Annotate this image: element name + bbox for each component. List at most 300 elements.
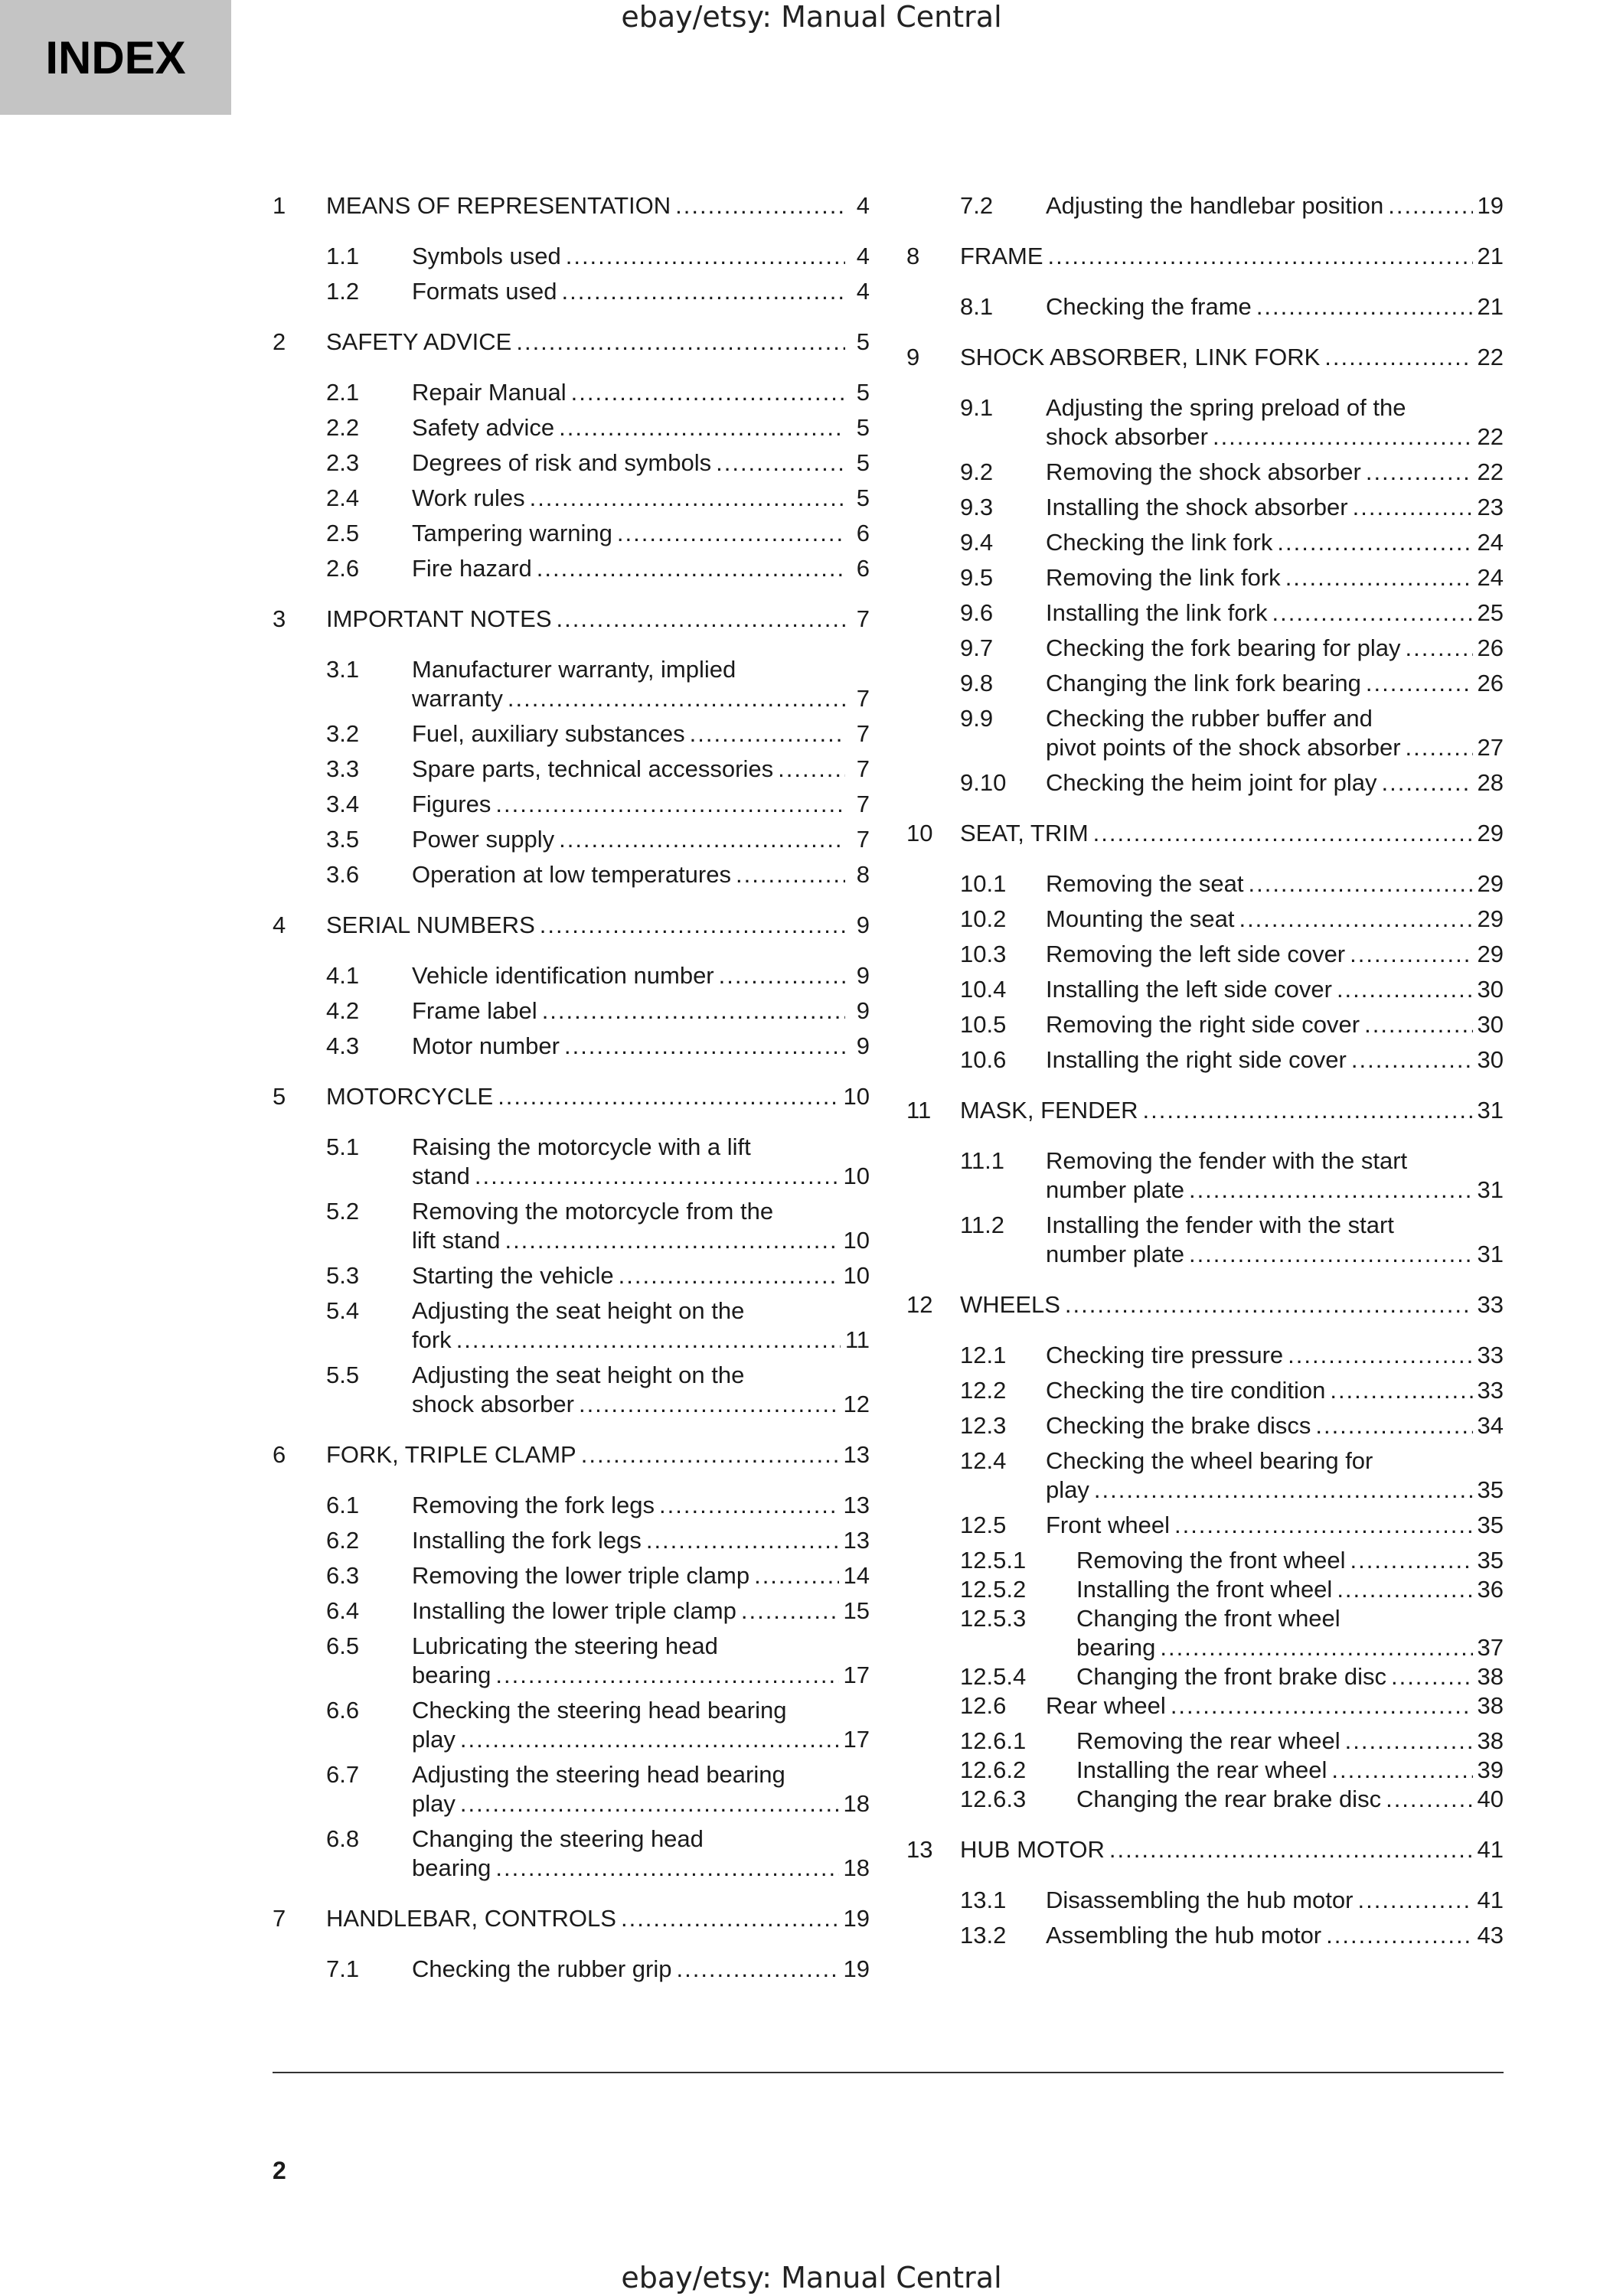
entry-title-block xyxy=(412,1361,870,1419)
entry-page: 35 xyxy=(1477,1476,1504,1503)
toc-entry-section xyxy=(273,655,870,713)
entry-title-block xyxy=(1046,869,1504,899)
entry-page: 13 xyxy=(843,1527,870,1554)
toc-entry-section xyxy=(273,1361,870,1419)
entry-title-block xyxy=(1076,1575,1504,1604)
entry-title-wrap xyxy=(1046,191,1504,220)
entry-page: 5 xyxy=(856,328,870,355)
entry-page: 30 xyxy=(1477,976,1504,1003)
entry-number: 12.6.1 xyxy=(960,1727,1027,1754)
entry-title: Removing the lower triple clamp xyxy=(412,1562,750,1589)
entry-title-line xyxy=(1046,528,1504,557)
entry-title-block xyxy=(1046,704,1504,762)
entry-title: Lubricating the steering head xyxy=(412,1632,718,1659)
entry-title-wrap xyxy=(412,790,870,819)
entry-title: Removing the shock absorber xyxy=(1046,458,1361,485)
entry-title-block xyxy=(1046,1691,1504,1720)
entry-title-block xyxy=(326,1082,870,1111)
entry-page: 9 xyxy=(856,1032,870,1059)
entry-title: Changing the steering head xyxy=(412,1825,704,1852)
entry-title: MEANS OF REPRESENTATION xyxy=(326,192,671,219)
entry-number: 10.2 xyxy=(960,905,1007,932)
toc-entry-section xyxy=(906,1886,1504,1915)
entry-title-line xyxy=(1046,869,1504,899)
entry-title-block xyxy=(1046,768,1504,797)
entry-title-wrap xyxy=(1046,528,1504,557)
toc-entry-section xyxy=(906,940,1504,969)
entry-number: 12.5.2 xyxy=(960,1576,1027,1603)
dot-leader xyxy=(571,378,845,407)
entry-title: Assembling the hub motor xyxy=(1046,1922,1322,1949)
entry-number: 5.2 xyxy=(326,1198,360,1225)
entry-title: Adjusting the spring preload of the xyxy=(1046,394,1406,421)
dot-leader xyxy=(1160,1633,1472,1662)
entry-number: 12.1 xyxy=(960,1342,1007,1368)
entry-title-line xyxy=(326,191,870,220)
entry-page: 18 xyxy=(843,1790,870,1817)
entry-title: Checking the tire condition xyxy=(1046,1377,1326,1404)
entry-title-line xyxy=(1076,1756,1504,1785)
entry-title: Installing the shock absorber xyxy=(1046,494,1348,520)
entry-title-wrap xyxy=(1046,393,1504,452)
entry-page: 27 xyxy=(1477,734,1504,761)
entry-title-wrap xyxy=(960,1290,1504,1319)
entry-title-block xyxy=(412,996,870,1026)
entry-title-continuation xyxy=(1076,1633,1504,1662)
entry-page: 15 xyxy=(843,1597,870,1624)
entry-title-wrap xyxy=(1046,1575,1504,1604)
entry-number: 10.3 xyxy=(960,941,1007,967)
footer-rule xyxy=(273,2072,1504,2073)
dot-leader xyxy=(1345,1727,1473,1756)
entry-title-wrap xyxy=(1046,1921,1504,1950)
dot-leader xyxy=(1065,1290,1473,1319)
dot-leader xyxy=(646,1526,839,1555)
entry-title-block xyxy=(326,605,870,634)
entry-title: Tampering warning xyxy=(412,520,612,546)
dot-leader xyxy=(1337,1575,1472,1604)
entry-page: 14 xyxy=(843,1562,870,1589)
dot-leader xyxy=(1272,598,1472,628)
entry-page: 37 xyxy=(1477,1634,1504,1661)
entry-title: Motor number xyxy=(412,1032,560,1059)
entry-page: 7 xyxy=(856,685,870,712)
entry-title-line xyxy=(326,1082,870,1111)
entry-page: 4 xyxy=(856,192,870,219)
entry-page: 10 xyxy=(843,1163,870,1189)
entry-number: 8 xyxy=(906,243,920,269)
entry-page: 30 xyxy=(1477,1011,1504,1038)
dot-leader xyxy=(495,1854,838,1883)
entry-title-line2: shock absorber xyxy=(412,1391,574,1417)
dot-leader xyxy=(741,1596,839,1626)
entry-title-block xyxy=(412,961,870,990)
dot-leader xyxy=(1337,975,1473,1004)
entry-number: 2.6 xyxy=(326,555,360,582)
entry-title: SAFETY ADVICE xyxy=(326,328,512,355)
dot-leader xyxy=(559,413,845,442)
dot-leader xyxy=(719,961,845,990)
entry-title-wrap xyxy=(1046,1446,1504,1505)
entry-page: 33 xyxy=(1477,1377,1504,1404)
entry-page: 24 xyxy=(1477,529,1504,556)
toc-entry-section xyxy=(906,1511,1504,1540)
entry-title: Installing the left side cover xyxy=(1046,976,1332,1003)
entry-title: Checking the link fork xyxy=(1046,529,1273,556)
entry-title-wrap xyxy=(326,911,870,940)
entry-title-wrap xyxy=(412,961,870,990)
entry-title-wrap xyxy=(960,1835,1504,1864)
entry-number: 5.3 xyxy=(326,1262,360,1289)
entry-title-line xyxy=(412,860,870,889)
entry-title-block xyxy=(412,1955,870,1984)
toc-entry-chapter xyxy=(906,1096,1504,1125)
entry-title-wrap xyxy=(412,1361,870,1419)
entry-title-line xyxy=(412,790,870,819)
entry-title-wrap xyxy=(412,1133,870,1191)
dot-leader xyxy=(1174,1511,1473,1540)
entry-number: 2.4 xyxy=(326,484,360,511)
toc-entry-section xyxy=(906,493,1504,522)
entry-title-line xyxy=(1046,940,1504,969)
dot-leader xyxy=(1391,1662,1473,1691)
entry-title-wrap xyxy=(1046,1785,1504,1814)
entry-number: 3.1 xyxy=(326,656,360,683)
entry-title-wrap xyxy=(1046,1546,1504,1575)
entry-title: Checking the wheel bearing for xyxy=(1046,1447,1373,1474)
dot-leader xyxy=(754,1561,838,1590)
toc-entry-subsection xyxy=(906,1546,1504,1575)
entry-page: 22 xyxy=(1477,423,1504,450)
entry-page: 33 xyxy=(1477,1291,1504,1318)
toc-entry-section xyxy=(906,1376,1504,1405)
entry-title-wrap xyxy=(412,1491,870,1520)
entry-number: 9.7 xyxy=(960,634,994,661)
entry-title: Removing the rear wheel xyxy=(1076,1727,1341,1754)
dot-leader xyxy=(690,719,845,748)
entry-page: 13 xyxy=(843,1441,870,1468)
toc-entry-section xyxy=(906,975,1504,1004)
entry-number: 12 xyxy=(906,1291,933,1318)
entry-number: 12.2 xyxy=(960,1377,1007,1404)
entry-title-block xyxy=(326,911,870,940)
entry-title: FORK, TRIPLE CLAMP xyxy=(326,1441,576,1468)
entry-title-line xyxy=(412,1491,870,1520)
entry-title: Safety advice xyxy=(412,414,555,441)
entry-title-block xyxy=(1046,598,1504,628)
entry-title-line xyxy=(326,605,870,634)
entry-title-wrap xyxy=(412,1261,870,1290)
entry-title: Checking the rubber buffer and xyxy=(1046,705,1373,732)
dot-leader xyxy=(1351,1045,1473,1075)
entry-number: 2.3 xyxy=(326,449,360,476)
entry-title-wrap xyxy=(412,448,870,478)
entry-page: 35 xyxy=(1477,1512,1504,1538)
entry-title-block xyxy=(960,1290,1504,1319)
entry-page: 34 xyxy=(1477,1412,1504,1439)
entry-title: Installing the front wheel xyxy=(1076,1576,1333,1603)
dot-leader xyxy=(1143,1096,1473,1125)
entry-title: Rear wheel xyxy=(1046,1692,1166,1719)
entry-title-wrap xyxy=(412,1696,870,1754)
toc-entry-section xyxy=(906,768,1504,797)
entry-title: SEAT, TRIM xyxy=(960,820,1089,846)
dot-leader xyxy=(676,1955,838,1984)
dot-leader xyxy=(475,1162,839,1191)
entry-title-wrap xyxy=(1046,493,1504,522)
entry-number: 6.2 xyxy=(326,1527,360,1554)
dot-leader xyxy=(540,911,845,940)
entry-number: 2 xyxy=(273,328,286,355)
entry-title: Spare parts, technical accessories xyxy=(412,755,774,782)
entry-title-line xyxy=(1046,598,1504,628)
entry-title-line xyxy=(326,1904,870,1933)
entry-title-line xyxy=(1046,1376,1504,1405)
dot-leader xyxy=(619,1261,839,1290)
entry-title-wrap xyxy=(412,519,870,548)
entry-title-block xyxy=(1046,528,1504,557)
entry-title-block xyxy=(412,1133,870,1191)
entry-page: 36 xyxy=(1477,1576,1504,1603)
dot-leader xyxy=(1213,422,1473,452)
entry-title-block xyxy=(1076,1604,1504,1662)
entry-title: Changing the front brake disc xyxy=(1076,1663,1386,1690)
entry-title-wrap xyxy=(412,413,870,442)
entry-title-wrap xyxy=(412,277,870,306)
entry-title-line2: bearing xyxy=(412,1662,491,1688)
entry-title-line xyxy=(1046,292,1504,321)
entry-title-wrap xyxy=(412,1632,870,1690)
entry-title-block xyxy=(326,328,870,357)
entry-title: Mounting the seat xyxy=(1046,905,1235,932)
entry-title-wrap xyxy=(412,484,870,513)
entry-title-wrap xyxy=(412,1526,870,1555)
entry-page: 10 xyxy=(843,1083,870,1110)
entry-page: 31 xyxy=(1477,1176,1504,1203)
dot-leader xyxy=(1382,768,1473,797)
entry-title: Checking the heim joint for play xyxy=(1046,769,1377,796)
dot-leader xyxy=(516,328,845,357)
entry-page: 41 xyxy=(1477,1836,1504,1863)
toc-entry-section xyxy=(906,1010,1504,1039)
dot-leader xyxy=(1256,292,1473,321)
toc-entry-chapter xyxy=(906,1290,1504,1319)
entry-title-wrap xyxy=(1046,634,1504,663)
entry-title-wrap xyxy=(1046,1886,1504,1915)
entry-number: 4.3 xyxy=(326,1032,360,1059)
entry-title-block xyxy=(412,790,870,819)
entry-page: 33 xyxy=(1477,1342,1504,1368)
entry-number: 4.1 xyxy=(326,962,360,989)
dot-leader xyxy=(1406,733,1473,762)
dot-leader xyxy=(1285,563,1473,592)
entry-title-block xyxy=(412,655,870,713)
entry-title: Adjusting the seat height on the xyxy=(412,1362,745,1388)
toc-entry-subsection xyxy=(906,1604,1504,1662)
entry-title-block xyxy=(412,378,870,407)
entry-title-block xyxy=(1046,1376,1504,1405)
dot-leader xyxy=(1350,1546,1473,1575)
entry-number: 12.5.1 xyxy=(960,1547,1027,1574)
index-tab: INDEX xyxy=(0,0,231,115)
dot-leader xyxy=(1366,458,1473,487)
entry-title-block xyxy=(412,554,870,583)
toc-entry-section xyxy=(273,755,870,784)
entry-title: Fire hazard xyxy=(412,555,532,582)
toc-entry-section xyxy=(906,1411,1504,1440)
entry-number: 11 xyxy=(906,1097,932,1124)
dot-leader xyxy=(495,790,845,819)
entry-title-block xyxy=(412,448,870,478)
entry-title-block xyxy=(1046,634,1504,663)
entry-page: 26 xyxy=(1477,670,1504,696)
entry-title-continuation xyxy=(1046,1176,1504,1205)
dot-leader xyxy=(542,996,845,1026)
entry-title-line xyxy=(412,277,870,306)
entry-page: 28 xyxy=(1477,769,1504,796)
entry-page: 5 xyxy=(856,414,870,441)
entry-page: 4 xyxy=(856,278,870,305)
dot-leader xyxy=(1093,819,1473,848)
entry-title: Changing the rear brake disc xyxy=(1076,1786,1382,1812)
entry-page: 19 xyxy=(843,1955,870,1982)
entry-title-wrap xyxy=(1046,1211,1504,1269)
entry-number: 5.4 xyxy=(326,1297,360,1324)
entry-title: Power supply xyxy=(412,826,555,853)
entry-number: 6.3 xyxy=(326,1562,360,1589)
entry-title: Fuel, auxiliary substances xyxy=(412,720,685,747)
entry-number: 9.10 xyxy=(960,769,1007,796)
entry-page: 5 xyxy=(856,449,870,476)
entry-title-wrap xyxy=(1046,1727,1504,1756)
entry-title-line xyxy=(1076,1662,1504,1691)
entry-title-wrap xyxy=(960,343,1504,372)
dot-leader xyxy=(621,1904,839,1933)
entry-title-line2: number plate xyxy=(1046,1241,1184,1267)
entry-number: 1.1 xyxy=(326,243,360,269)
entry-number: 3 xyxy=(273,605,286,632)
entry-title-wrap xyxy=(1046,292,1504,321)
toc-entry-subsection xyxy=(906,1785,1504,1814)
toc-entry-section xyxy=(273,519,870,548)
entry-number: 3.5 xyxy=(326,826,360,853)
entry-number: 6.1 xyxy=(326,1492,360,1518)
dot-leader xyxy=(1388,191,1472,220)
dot-leader xyxy=(1326,1921,1472,1950)
entry-title: SHOCK ABSORBER, LINK FORK xyxy=(960,344,1321,370)
entry-number: 7.2 xyxy=(960,192,994,219)
toc-entry-section xyxy=(273,1825,870,1883)
entry-page: 31 xyxy=(1477,1241,1504,1267)
entry-title-wrap xyxy=(412,860,870,889)
toc-entry-chapter xyxy=(906,819,1504,848)
toc-entry-section xyxy=(906,1921,1504,1950)
entry-title: Removing the right side cover xyxy=(1046,1011,1360,1038)
entry-page: 38 xyxy=(1477,1727,1504,1754)
entry-title-block xyxy=(412,413,870,442)
toc-entry-section xyxy=(906,191,1504,220)
entry-page: 39 xyxy=(1477,1756,1504,1783)
entry-number: 10.6 xyxy=(960,1046,1007,1073)
entry-title-block xyxy=(1076,1546,1504,1575)
entry-title-wrap xyxy=(1046,1511,1504,1540)
entry-page: 25 xyxy=(1477,599,1504,626)
watermark-bottom: ebay/etsy: Manual Central xyxy=(621,2261,1002,2294)
entry-title: Checking the rubber grip xyxy=(412,1955,672,1982)
entry-number: 9 xyxy=(906,344,920,370)
entry-page: 43 xyxy=(1477,1922,1504,1949)
entry-title-line2: bearing xyxy=(412,1854,491,1881)
entry-title-line xyxy=(412,378,870,407)
entry-title-line xyxy=(1046,1010,1504,1039)
entry-title-block xyxy=(960,1096,1504,1125)
entry-title: Installing the fender with the start xyxy=(1046,1212,1394,1238)
toc-entry-chapter xyxy=(273,911,870,940)
entry-number: 11.1 xyxy=(960,1147,1005,1174)
entry-page: 19 xyxy=(1477,192,1504,219)
entry-title-block xyxy=(412,825,870,854)
entry-title: SERIAL NUMBERS xyxy=(326,912,535,938)
entry-title: Checking the steering head bearing xyxy=(412,1697,787,1724)
entry-page: 38 xyxy=(1477,1663,1504,1690)
toc-entry-section xyxy=(273,1632,870,1690)
entry-title-block xyxy=(1046,1146,1504,1205)
entry-title-block xyxy=(412,1526,870,1555)
toc-entry-section xyxy=(906,1691,1504,1720)
entry-title-block xyxy=(412,1596,870,1626)
dot-leader xyxy=(1288,1341,1472,1370)
entry-title: Front wheel xyxy=(1046,1512,1170,1538)
entry-page: 7 xyxy=(856,791,870,817)
entry-page: 40 xyxy=(1477,1786,1504,1812)
toc-entry-subsection xyxy=(906,1756,1504,1785)
entry-title-block xyxy=(326,1904,870,1933)
entry-title: Removing the motorcycle from the xyxy=(412,1198,774,1225)
entry-title: Installing the fork legs xyxy=(412,1527,642,1554)
dot-leader xyxy=(1353,493,1473,522)
entry-title-line xyxy=(1046,563,1504,592)
toc-entry-section xyxy=(273,790,870,819)
entry-title-line xyxy=(1046,1691,1504,1720)
toc-entry-section xyxy=(273,825,870,854)
entry-title-line xyxy=(1046,905,1504,934)
toc-entry-section xyxy=(906,1446,1504,1505)
toc-entry-chapter xyxy=(906,343,1504,372)
entry-page: 5 xyxy=(856,484,870,511)
entry-title: WHEELS xyxy=(960,1291,1060,1318)
entry-number: 9.3 xyxy=(960,494,994,520)
entry-number: 6.4 xyxy=(326,1597,360,1624)
dot-leader xyxy=(460,1789,839,1818)
entry-title-line xyxy=(1046,1045,1504,1075)
entry-title: Raising the motorcycle with a lift xyxy=(412,1133,751,1160)
entry-title-wrap xyxy=(1046,1376,1504,1405)
entry-title-continuation xyxy=(1046,1476,1504,1505)
dot-leader xyxy=(1094,1476,1473,1505)
entry-title-line xyxy=(1046,634,1504,663)
toc-entry-chapter xyxy=(273,1082,870,1111)
entry-title-continuation xyxy=(1046,1240,1504,1269)
entry-title: Disassembling the hub motor xyxy=(1046,1887,1354,1913)
entry-title-block xyxy=(412,484,870,513)
entry-title: Checking tire pressure xyxy=(1046,1342,1284,1368)
dot-leader xyxy=(566,242,845,271)
entry-title-block xyxy=(412,1632,870,1690)
entry-title: Checking the brake discs xyxy=(1046,1412,1311,1439)
entry-title-wrap xyxy=(412,1296,870,1355)
dot-leader xyxy=(1330,1376,1472,1405)
entry-number: 7 xyxy=(273,1905,286,1932)
